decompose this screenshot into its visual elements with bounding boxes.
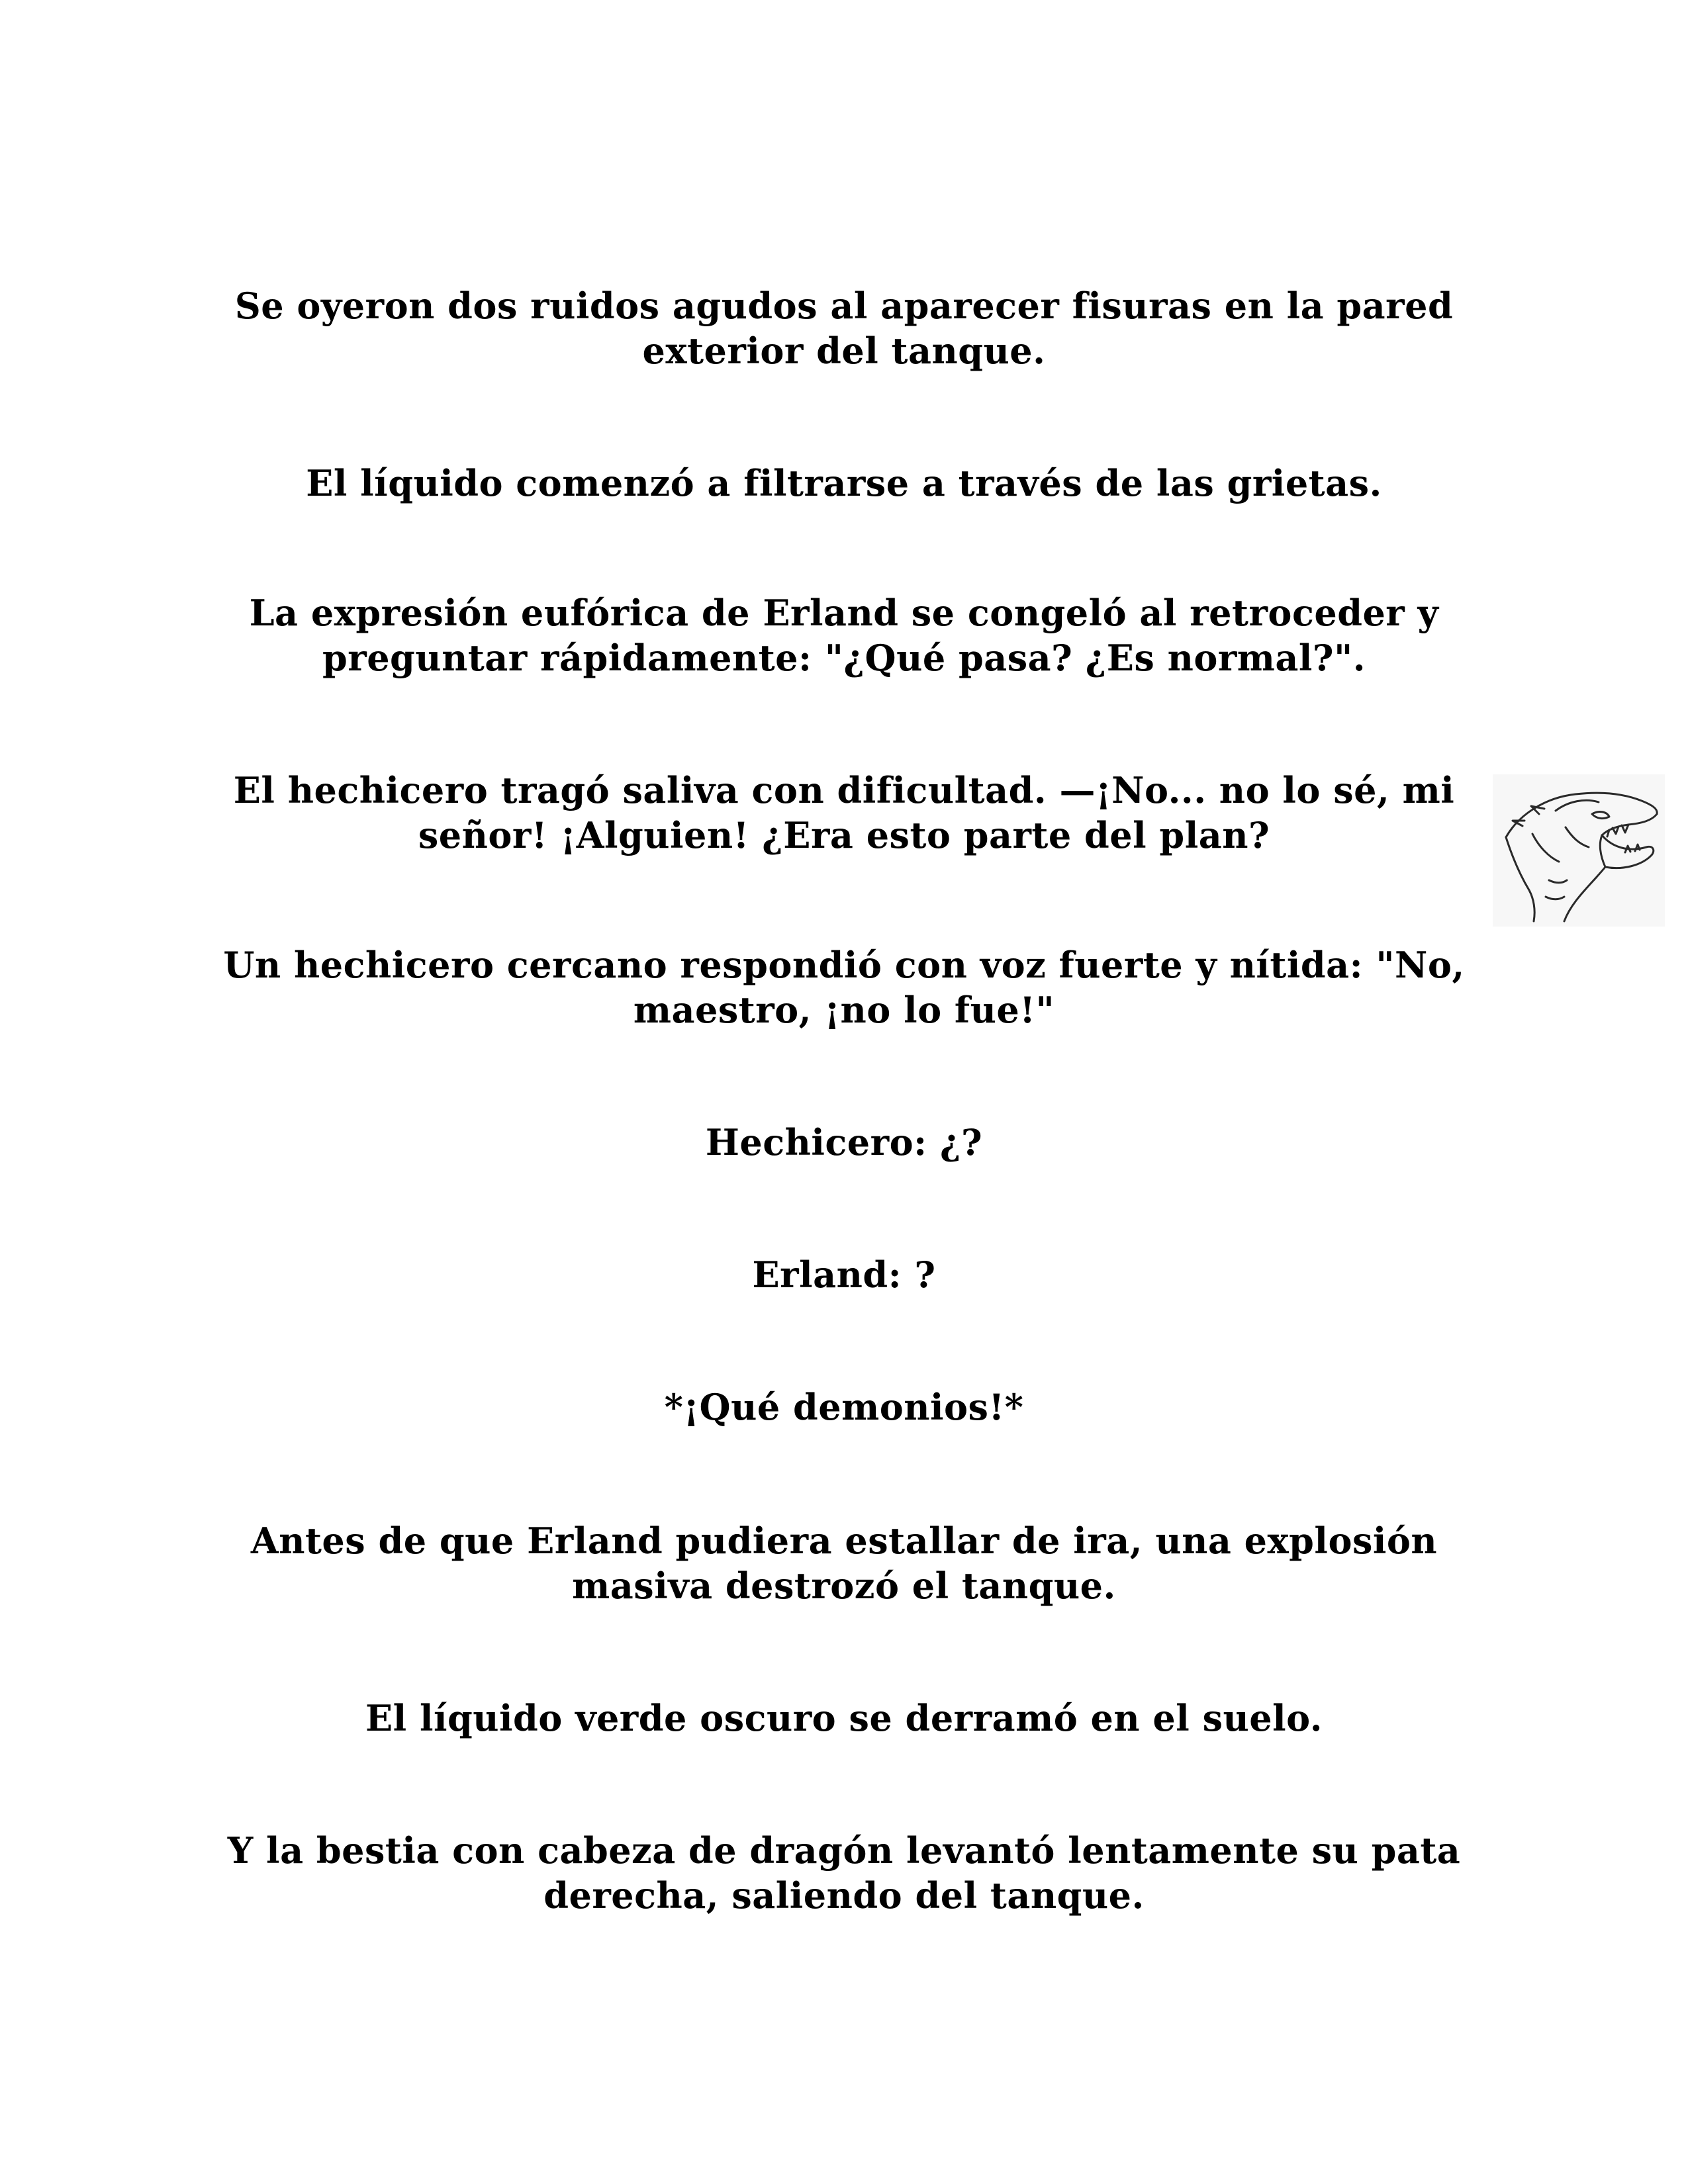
paragraph-line: Hechicero: ¿? [705,1121,983,1163]
paragraph-2 [199,461,1489,506]
paragraph-line: Un hechicero cercano respondió con voz fuerte y nítida: "No, [223,944,1465,986]
paragraph-1 [199,283,1489,373]
paragraph-9 [199,1518,1489,1608]
paragraph-line: Antes de que Erland pudiera estallar de ira, una explosión [250,1520,1438,1562]
paragraph-line: maestro, ¡no lo fue!" [633,989,1055,1031]
paragraph-line: *¡Qué demonios!* [664,1386,1024,1428]
paragraph-8 [199,1385,1489,1430]
paragraph-10 [199,1696,1489,1741]
paragraph-5 [199,942,1489,1032]
paragraph-3 [199,590,1489,680]
paragraph-line: El hechicero tragó saliva con dificultad. —¡No... no lo sé, mi [233,769,1455,811]
paragraph-line: exterior del tanque. [642,330,1046,372]
paragraph-11 [199,1828,1489,1918]
paragraph-4 [199,768,1489,858]
paragraph-line: El líquido comenzó a filtrarse a través de las grietas. [306,462,1382,504]
dragon-head-sketch-icon [1493,774,1665,927]
paragraph-line: Se oyeron dos ruidos agudos al aparecer fisuras en la pared [234,285,1454,327]
paragraph-7 [199,1252,1489,1297]
paragraph-line: La expresión eufórica de Erland se congeló al retroceder y [249,592,1439,634]
paragraph-6 [199,1120,1489,1165]
paragraph-line: El líquido verde oscuro se derramó en el suelo. [365,1697,1323,1739]
paragraph-line: derecha, saliendo del tanque. [543,1874,1145,1917]
paragraph-line: Erland: ? [752,1253,936,1296]
paragraph-line: masiva destrozó el tanque. [572,1565,1116,1607]
paragraph-line: preguntar rápidamente: "¿Qué pasa? ¿Es normal?". [322,637,1366,679]
paragraph-line: Y la bestia con cabeza de dragón levantó lentamente su pata [227,1829,1461,1872]
paragraph-line: señor! ¡Alguien! ¿Era esto parte del plan? [418,814,1270,856]
